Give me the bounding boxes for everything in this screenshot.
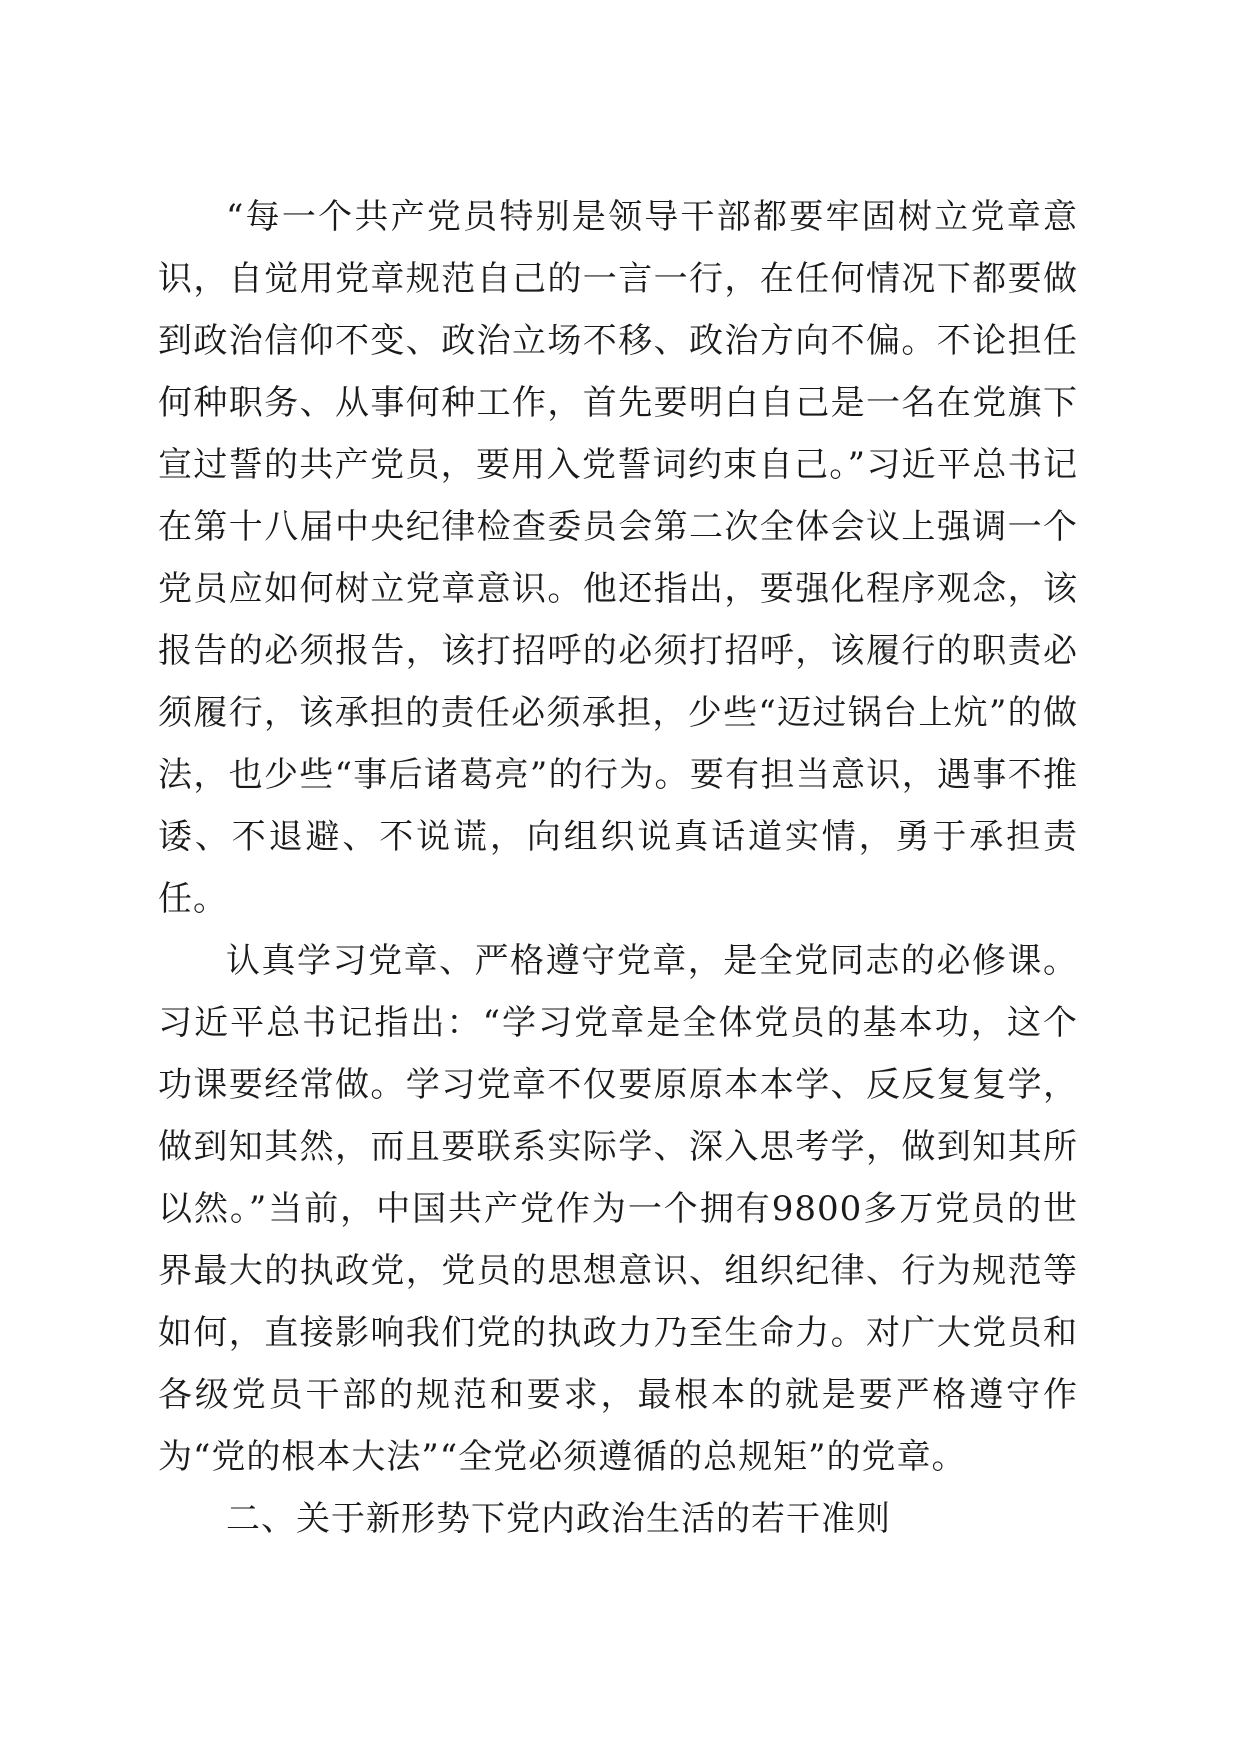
- paragraph-study-party-constitution: 认真学习党章、严格遵守党章，是全党同志的必修课。习近平总书记指出：“学习党章是全体党员的基本功，这个功课要经常做。学习党章不仅要原原本本学、反反复复学，做到知其然，而且要联系实际学、深入思考学，做到知其所以然。”当前，中国共产党作为一个拥有9800多万党员的世界最大的执政党，党员的思想意识、组织纪律、行为规范等如何，直接影响我们党的执政力乃至生命力。对广大党员和各级党员干部的规范和要求，最根本的就是要严格遵守作为“党的根本大法”“全党必须遵循的总规矩”的党章。: [158, 941, 1078, 1477]
- document-body: [158, 186, 1078, 1550]
- section-heading: 二、关于新形势下党内政治生活的若干准则: [226, 1499, 891, 1539]
- paragraph-party-constitution-awareness: “每一个共产党员特别是领导干部都要牢固树立党章意识，自觉用党章规范自己的一言一行，在任何情况下都要做到政治信仰不变、政治立场不移、政治方向不偏。不论担任何种职务、从事何种工作，首先要明白自己是一名在党旗下宣过誓的共产党员，要用入党誓词约束自己。”习近平总书记在第十八届中央纪律检查委员会第二次全体会议上强调一个党员应如何树立党章意识。他还指出，要强化程序观念，该报告的必须报告，该打招呼的必须打招呼，该履行的职责必须履行，该承担的责任必须承担，少些“迈过锅台上炕”的做法，也少些“事后诸葛亮”的行为。要有担当意识，遇事不推诿、不退避、不说谎，向组织说真话道实情，勇于承担责任。: [158, 197, 1078, 919]
